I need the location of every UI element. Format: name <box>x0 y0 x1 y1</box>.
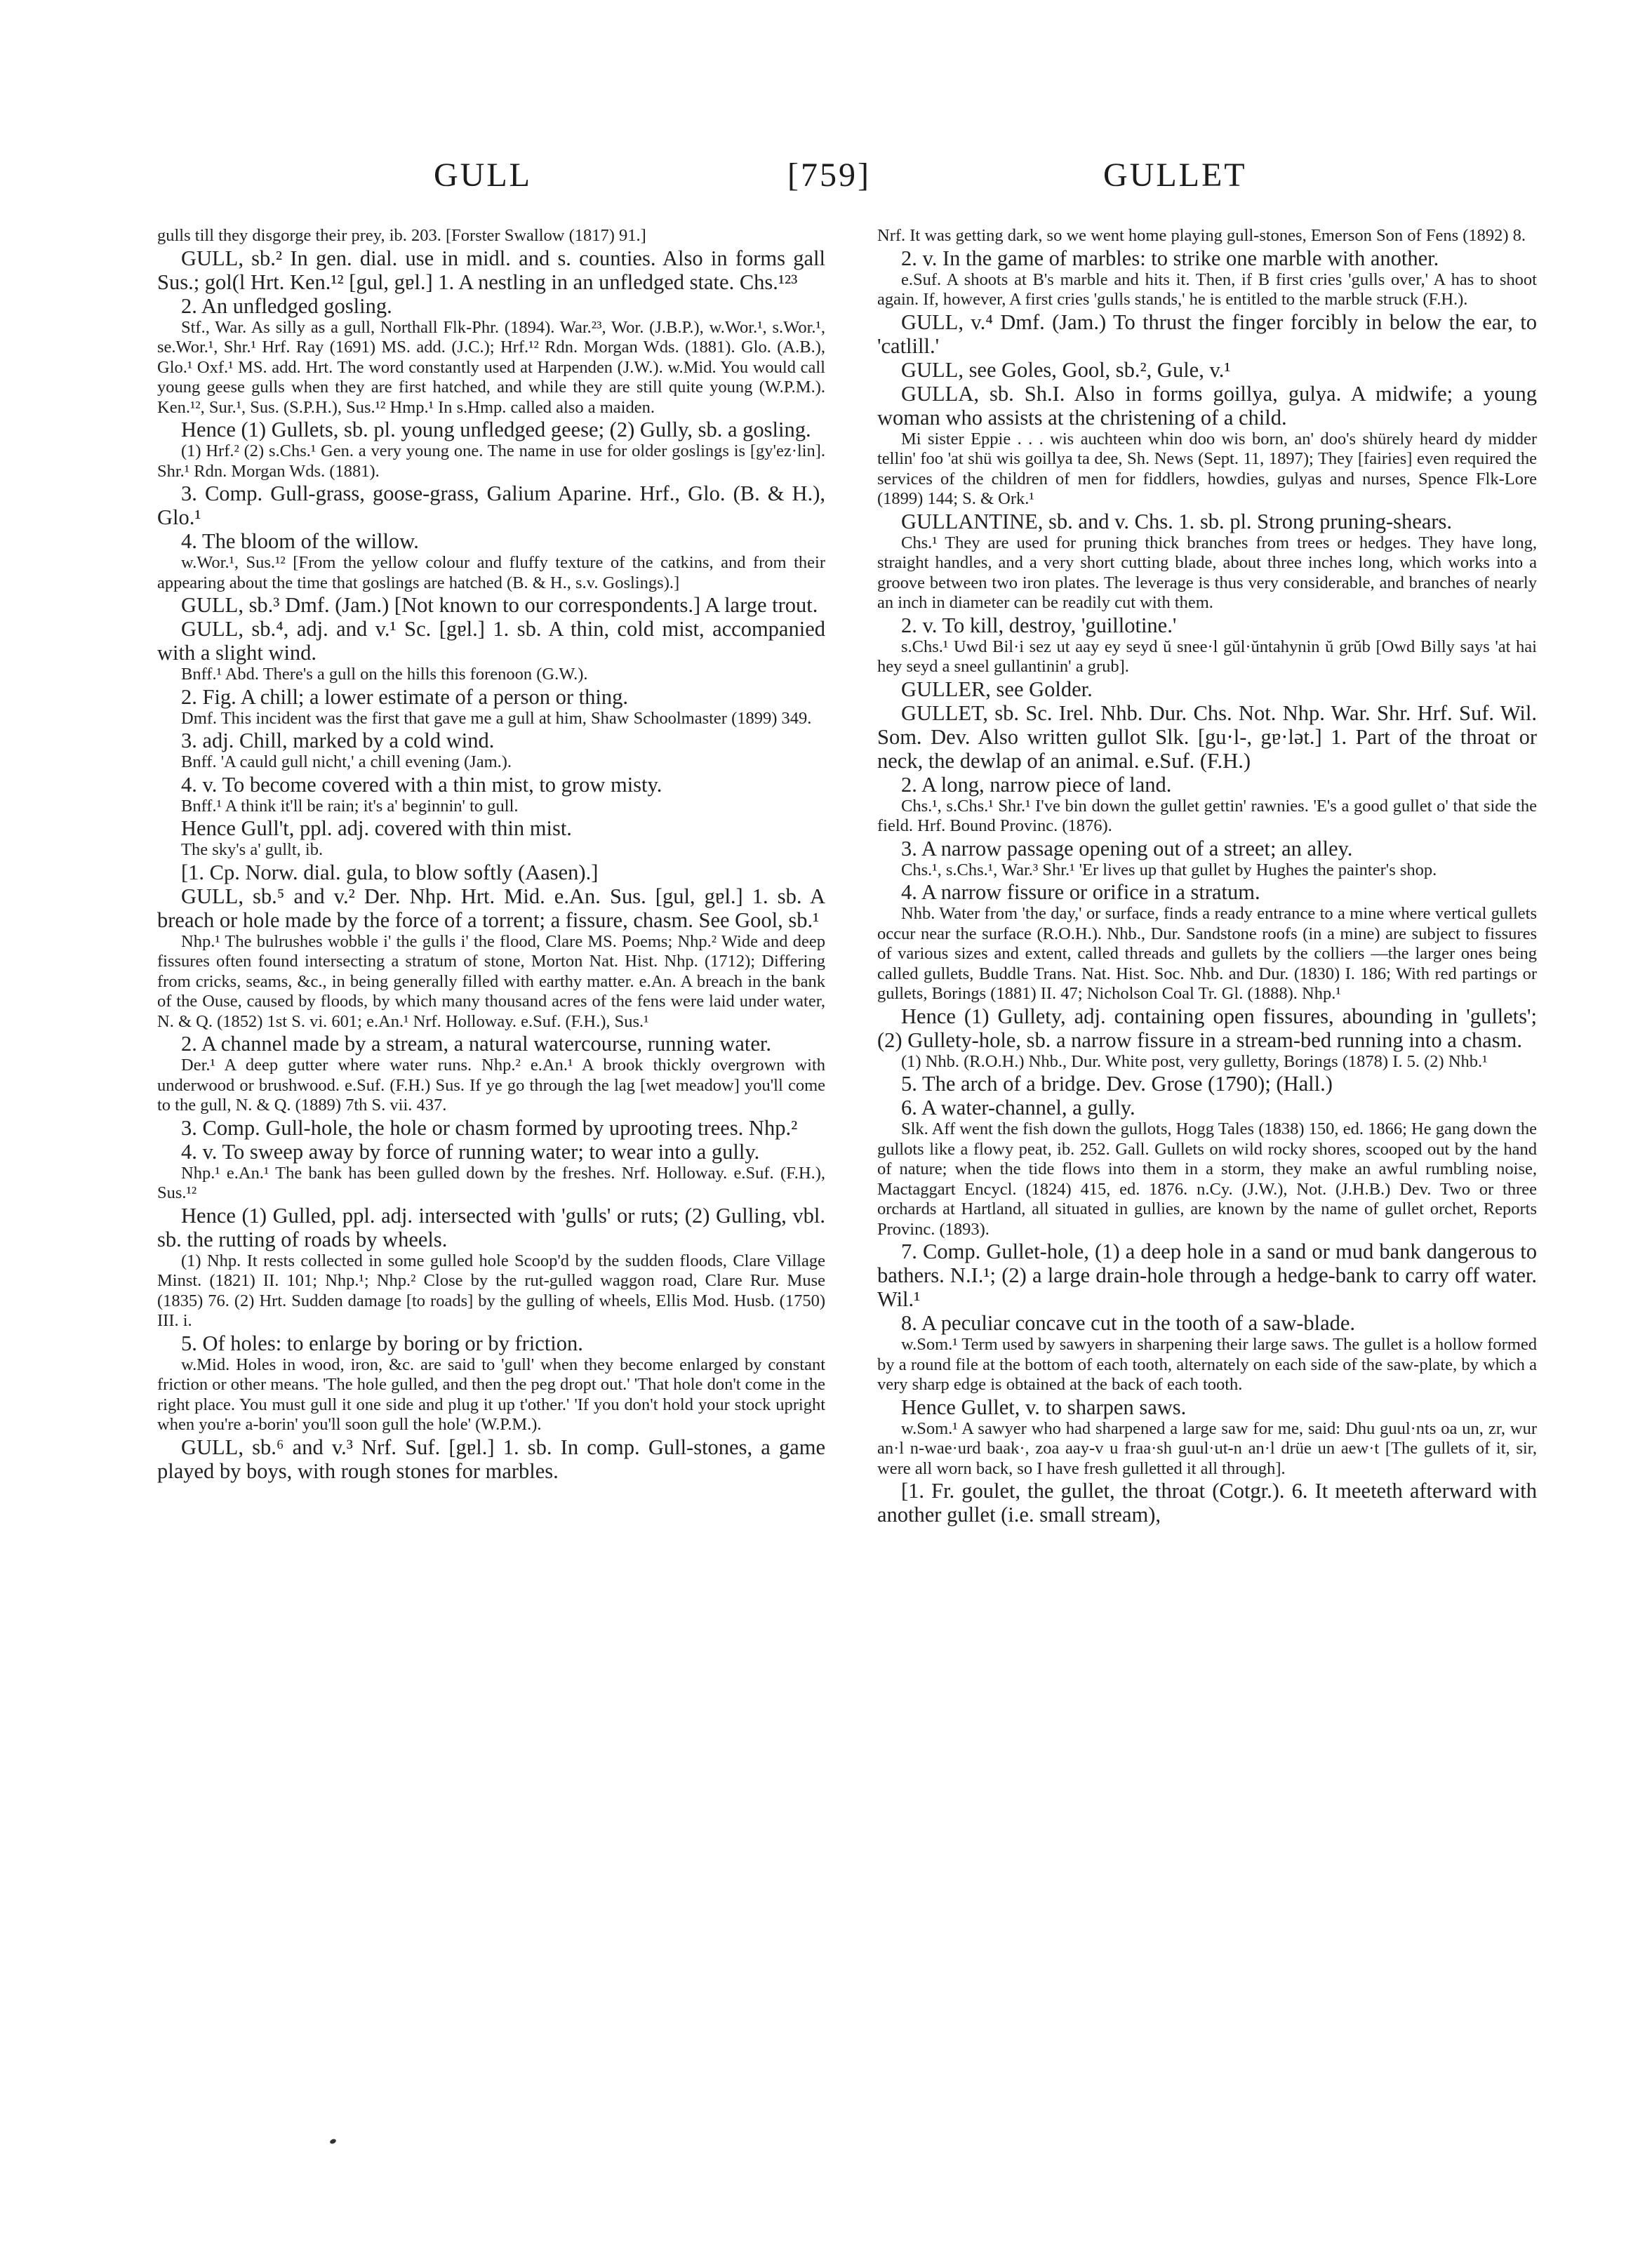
entry-paragraph: 7. Comp. Gullet-hole, (1) a deep hole in a sand or mud bank dangerous to bathers. N.I.¹; (2) a large drain-hole through a hedge-bank to carry off water. Wil.¹ <box>877 1239 1537 1311</box>
left-column <box>157 226 825 1483</box>
citation-paragraph: Nrf. It was getting dark, so we went home playing gull-stones, Emerson Son of Fens (1892) 8. <box>877 226 1526 245</box>
citation-paragraph: s.Chs.¹ Uwd Bil·i sez ut aay ey seyd ŭ snee·l gŭl·ŭntahynin ŭ grŭb [Owd Billy says 'at hai hey seyd a sneel gullantinin' a grub]. <box>877 637 1537 676</box>
entry-paragraph: 3. adj. Chill, marked by a cold wind. <box>181 729 495 752</box>
citation-paragraph: w.Mid. Holes in wood, iron, &c. are said to 'gull' when they become enlarged by constant friction or other means. 'The hole gulled, and then the peg dropt out.' 'That hole don't come in the right place. You must gull it one side and plug it up t'other.' 'If you don't hold your stock upright when you're a-borin' you'll soon gull the hole' (W.P.M.). <box>157 1355 825 1434</box>
entry-paragraph: GULL, sb.² In gen. dial. use in midl. and s. counties. Also in forms gall Sus.; gol(l Hrt. Ken.¹² [gul, gɐl.] 1. A nestling in an unfledged state. Chs.¹²³ <box>157 246 825 294</box>
right-column <box>877 226 1537 1527</box>
running-head-left: GULL <box>434 157 532 194</box>
entry-paragraph: GULLET, sb. Sc. Irel. Nhb. Dur. Chs. Not. Nhp. War. Shr. Hrf. Suf. Wil. Som. Dev. Also written gullot Slk. [gu·l-, gɐ·lət.] 1. Part of the throat or neck, the dewlap of an animal. e.Suf. (F.H.) <box>877 700 1537 773</box>
entry-paragraph: 2. v. To kill, destroy, 'guillotine.' <box>901 613 1177 637</box>
citation-paragraph: Nhp.¹ e.An.¹ The bank has been gulled down by the freshes. Nrf. Holloway. e.Suf. (F.H.), Sus.¹² <box>157 1163 825 1202</box>
entry-paragraph: 4. v. To sweep away by force of running water; to wear into a gully. <box>181 1139 760 1164</box>
entry-paragraph: Hence Gullet, v. to sharpen saws. <box>901 1395 1187 1419</box>
entry-paragraph: [1. Fr. goulet, the gullet, the throat (Cotgr.). 6. It meeteth afterward with another gullet (i.e. small stream), <box>877 1479 1537 1527</box>
entry-paragraph: 3. A narrow passage opening out of a street; an alley. <box>901 836 1353 860</box>
entry-paragraph: 3. Comp. Gull-hole, the hole or chasm formed by uprooting trees. Nhp.² <box>181 1115 798 1140</box>
entry-paragraph: Hence (1) Gulled, ppl. adj. intersected with 'gulls' or ruts; (2) Gulling, vbl. sb. the rutting of roads by wheels. <box>157 1203 825 1251</box>
entry-paragraph: GULL, sb.⁴, adj. and v.¹ Sc. [gɐl.] 1. sb. A thin, cold mist, accompanied with a slight wind. <box>157 617 825 665</box>
citation-paragraph: Bnff. 'A cauld gull nicht,' a chill evening (Jam.). <box>181 752 512 771</box>
running-head-right: GULLET <box>1103 157 1247 194</box>
citation-paragraph: (1) Nhb. (R.O.H.) Nhb., Dur. White post, very gulletty, Borings (1878) I. 5. (2) Nhb.¹ <box>901 1051 1488 1071</box>
citation-paragraph: Slk. Aff went the fish down the gullots, Hogg Tales (1838) 150, ed. 1866; He gang down the gullots like a flowy peat, ib. 252. Gall. Gullets on wild rocky shores, scooped out by the hand of nature; when the tide flows into them in a storm, they make an awful rumbling noise, Mactaggart Encycl. (1824) 415, ed. 1876. n.Cy. (J.W.), Not. (J.H.B.) Dev. Two or three orchards at Hartland, all situated in gullies, are known by the name of gullet orchet, Reports Provinc. (1893). <box>877 1119 1537 1239</box>
citation-paragraph: Bnff.¹ Abd. There's a gull on the hills this forenoon (G.W.). <box>181 665 588 684</box>
entry-paragraph: 5. Of holes: to enlarge by boring or by friction. <box>181 1331 583 1355</box>
entry-paragraph: GULLANTINE, sb. and v. Chs. 1. sb. pl. Strong pruning-shears. <box>901 509 1453 533</box>
citation-paragraph: (1) Hrf.² (2) s.Chs.¹ Gen. a very young one. The name in use for older goslings is [gy'ez·lin]. Shr.¹ Rdn. Morgan Wds. (1881). <box>157 441 825 481</box>
entry-paragraph: 2. A long, narrow piece of land. <box>901 772 1172 797</box>
citation-paragraph: Chs.¹, s.Chs.¹ Shr.¹ I've bin down the gullet gettin' rawnies. 'E's a good gullet o' that side the field. Hrf. Bound Provinc. (1876). <box>877 796 1537 835</box>
page-number: [759] <box>787 157 871 194</box>
entry-paragraph: GULLA, sb. Sh.I. Also in forms goillya, gulya. A midwife; a young woman who assists at the christening of a child. <box>877 381 1537 430</box>
citation-paragraph: w.Som.¹ A sawyer who had sharpened a large saw for me, said: Dhu guul·nts oa un, zr, wur an·l n-wae·urd baak·, zoa aay-v u fraa·sh guul·ut-n an·l drüe un aew·t [The gullets of it, sir, were all worn back, so I have fresh gulletted it all through]. <box>877 1418 1537 1478</box>
entry-paragraph: 6. A water-channel, a gully. <box>901 1096 1135 1119</box>
entry-paragraph: GULL, sb.³ Dmf. (Jam.) [Not known to our correspondents.] A large trout. <box>181 593 818 617</box>
entry-paragraph: 4. The bloom of the willow. <box>181 529 419 553</box>
entry-paragraph: Hence (1) Gullets, sb. pl. young unfledged geese; (2) Gully, sb. a gosling. <box>181 418 811 441</box>
citation-paragraph: Stf., War. As silly as a gull, Northall Flk-Phr. (1894). War.²³, Wor. (J.B.P.), w.Wor.¹, s.Wor.¹, se.Wor.¹, Shr.¹ Hrf. Ray (1691) MS. add. (J.C.); Hrf.¹² Rdn. Morgan Wds. (1881). Glo. (A.B.), Glo.¹ Oxf.¹ MS. add. Hrt. The word constantly used at Harpenden (J.W.). w.Mid. You would call young geese gulls when they are first hatched, and while they are still quite young (W.P.M.). Ken.¹², Sur.¹, Sus. (S.P.H.), Sus.¹² Hmp.¹ In s.Hmp. called also a maiden. <box>157 317 825 417</box>
citation-paragraph: Chs.¹, s.Chs.¹, War.³ Shr.¹ 'Er lives up that gullet by Hughes the painter's shop. <box>901 860 1437 879</box>
entry-paragraph: Hence (1) Gullety, adj. containing open fissures, abounding in 'gullets'; (2) Gullety-hole, sb. a narrow fissure in a stream-bed running into a chasm. <box>877 1004 1537 1052</box>
entry-paragraph: GULL, see Goles, Gool, sb.², Gule, v.¹ <box>901 357 1231 382</box>
citation-paragraph: w.Wor.¹, Sus.¹² [From the yellow colour and fluffy texture of the catkins, and from their appearing about the time that goslings are hatched (B. & H., s.v. Goslings).] <box>157 553 825 592</box>
citation-paragraph: Mi sister Eppie . . . wis auchteen whin doo wis born, an' doo's shürely heard dy midder tellin' foo 'at shü wis goillya ta dee, Sh. News (Sept. 11, 1897); They [fairies] even required the services of the children of men for fiddlers, howdies, gulyas and nurses, Spence Flk-Lore (1899) 144; S. & Ork.¹ <box>877 429 1537 508</box>
citation-paragraph: w.Som.¹ Term used by sawyers in sharpening their large saws. The gullet is a hollow formed by a round file at the bottom of each tooth, alternately on each side of the saw-plate, by which a very sharp edge is obtained at the back of each tooth. <box>877 1335 1537 1394</box>
entry-paragraph: GULL, v.⁴ Dmf. (Jam.) To thrust the finger forcibly in below the ear, to 'catlill.' <box>877 310 1537 358</box>
entry-paragraph: 8. A peculiar concave cut in the tooth of a saw-blade. <box>901 1311 1356 1335</box>
entry-paragraph: 2. Fig. A chill; a lower estimate of a person or thing. <box>181 684 629 709</box>
entry-paragraph: GULL, sb.⁶ and v.³ Nrf. Suf. [gɐl.] 1. sb. In comp. Gull-stones, a game played by boys, with rough stones for marbles. <box>157 1435 825 1483</box>
entry-paragraph: 4. A narrow fissure or orifice in a stratum. <box>901 880 1260 904</box>
citation-paragraph: Nhb. Water from 'the day,' or surface, finds a ready entrance to a mine where vertical gullets occur near the surface (R.O.H.). Nhb., Dur. Sandstone roofs (in a mine) are subject to fissures of various sizes and extent, called threads and gullets by the colliers —the larger ones being called gullets, Buddle Trans. Nat. Hist. Soc. Nhb. and Dur. (1830) I. 186; With red partings or gullets, Borings (1881) II. 47; Nicholson Coal Tr. Gl. (1888). Nhp.¹ <box>877 904 1537 1003</box>
citation-paragraph: e.Suf. A shoots at B's marble and hits it. Then, if B first cries 'gulls over,' A has to shoot again. If, however, A first cries 'gulls stands,' he is entitled to the marble struck (F.H.). <box>877 270 1537 309</box>
citation-paragraph: Chs.¹ They are used for pruning thick branches from trees or hedges. They have long, straight handles, and a very short cutting blade, about three inches long, which works into a groove between two iron plates. The leverage is thus very considerable, and branches of nearly an inch in diameter can be readily cut with them. <box>877 533 1537 612</box>
entry-paragraph: 2. v. In the game of marbles: to strike one marble with another. <box>901 246 1439 270</box>
citation-paragraph: Der.¹ A deep gutter where water runs. Nhp.² e.An.¹ A brook thickly overgrown with underwood or brushwood. e.Suf. (F.H.) Sus. If ye go through the lag [wet meadow] you'll come to the gull, N. & Q. (1889) 7th S. vii. 437. <box>157 1056 825 1115</box>
citation-paragraph: Bnff.¹ A think it'll be rain; it's a' beginnin' to gull. <box>181 796 519 816</box>
citation-paragraph: (1) Nhp. It rests collected in some gulled hole Scoop'd by the sudden floods, Clare Village Minst. (1821) II. 101; Nhp.¹; Nhp.² Close by the rut-gulled waggon road, Clare Rur. Muse (1835) 76. (2) Hrt. Sudden damage [to roads] by the gulling of wheels, Ellis Mod. Husb. (1750) III. i. <box>157 1251 825 1330</box>
entry-paragraph: 2. A channel made by a stream, a natural watercourse, running water. <box>181 1032 771 1056</box>
entry-paragraph: Hence Gull't, ppl. adj. covered with thin mist. <box>181 816 572 840</box>
entry-paragraph: 3. Comp. Gull-grass, goose-grass, Galium Aparine. Hrf., Glo. (B. & H.), Glo.¹ <box>157 481 825 529</box>
citation-paragraph: gulls till they disgorge their prey, ib. 203. [Forster Swallow (1817) 91.] <box>157 226 646 245</box>
entry-paragraph: GULL, sb.⁵ and v.² Der. Nhp. Hrt. Mid. e.An. Sus. [gul, gɐl.] 1. sb. A breach or hole made by the force of a torrent; a fissure, chasm. See Gool, sb.¹ <box>157 884 825 932</box>
entry-paragraph: 5. The arch of a bridge. Dev. Grose (1790); (Hall.) <box>901 1072 1333 1096</box>
citation-paragraph: Nhp.¹ The bulrushes wobble i' the gulls i' the flood, Clare MS. Poems; Nhp.² Wide and deep fissures often found intersecting a stratum of stone, Morton Nat. Hist. Nhp. (1712); Differing from cricks, seams, &c., in being generally filled with earthy matter. e.An. A breach in the bank of the Ouse, caused by floods, by which many thousand acres of the fens were laid under water, N. & Q. (1852) 1st S. vi. 601; e.An.¹ Nrf. Holloway. e.Suf. (F.H.), Sus.¹ <box>157 931 825 1031</box>
ink-speck <box>329 2138 337 2144</box>
entry-paragraph: [1. Cp. Norw. dial. gula, to blow softly (Aasen).] <box>181 860 599 884</box>
entry-paragraph: 2. An unfledged gosling. <box>181 293 392 318</box>
citation-paragraph: Dmf. This incident was the first that gave me a gull at him, Shaw Schoolmaster (1899) 349. <box>181 708 812 728</box>
citation-paragraph: The sky's a' gullt, ib. <box>181 840 324 859</box>
entry-paragraph: 4. v. To become covered with a thin mist, to grow misty. <box>181 772 662 797</box>
entry-paragraph: GULLER, see Golder. <box>901 677 1093 701</box>
